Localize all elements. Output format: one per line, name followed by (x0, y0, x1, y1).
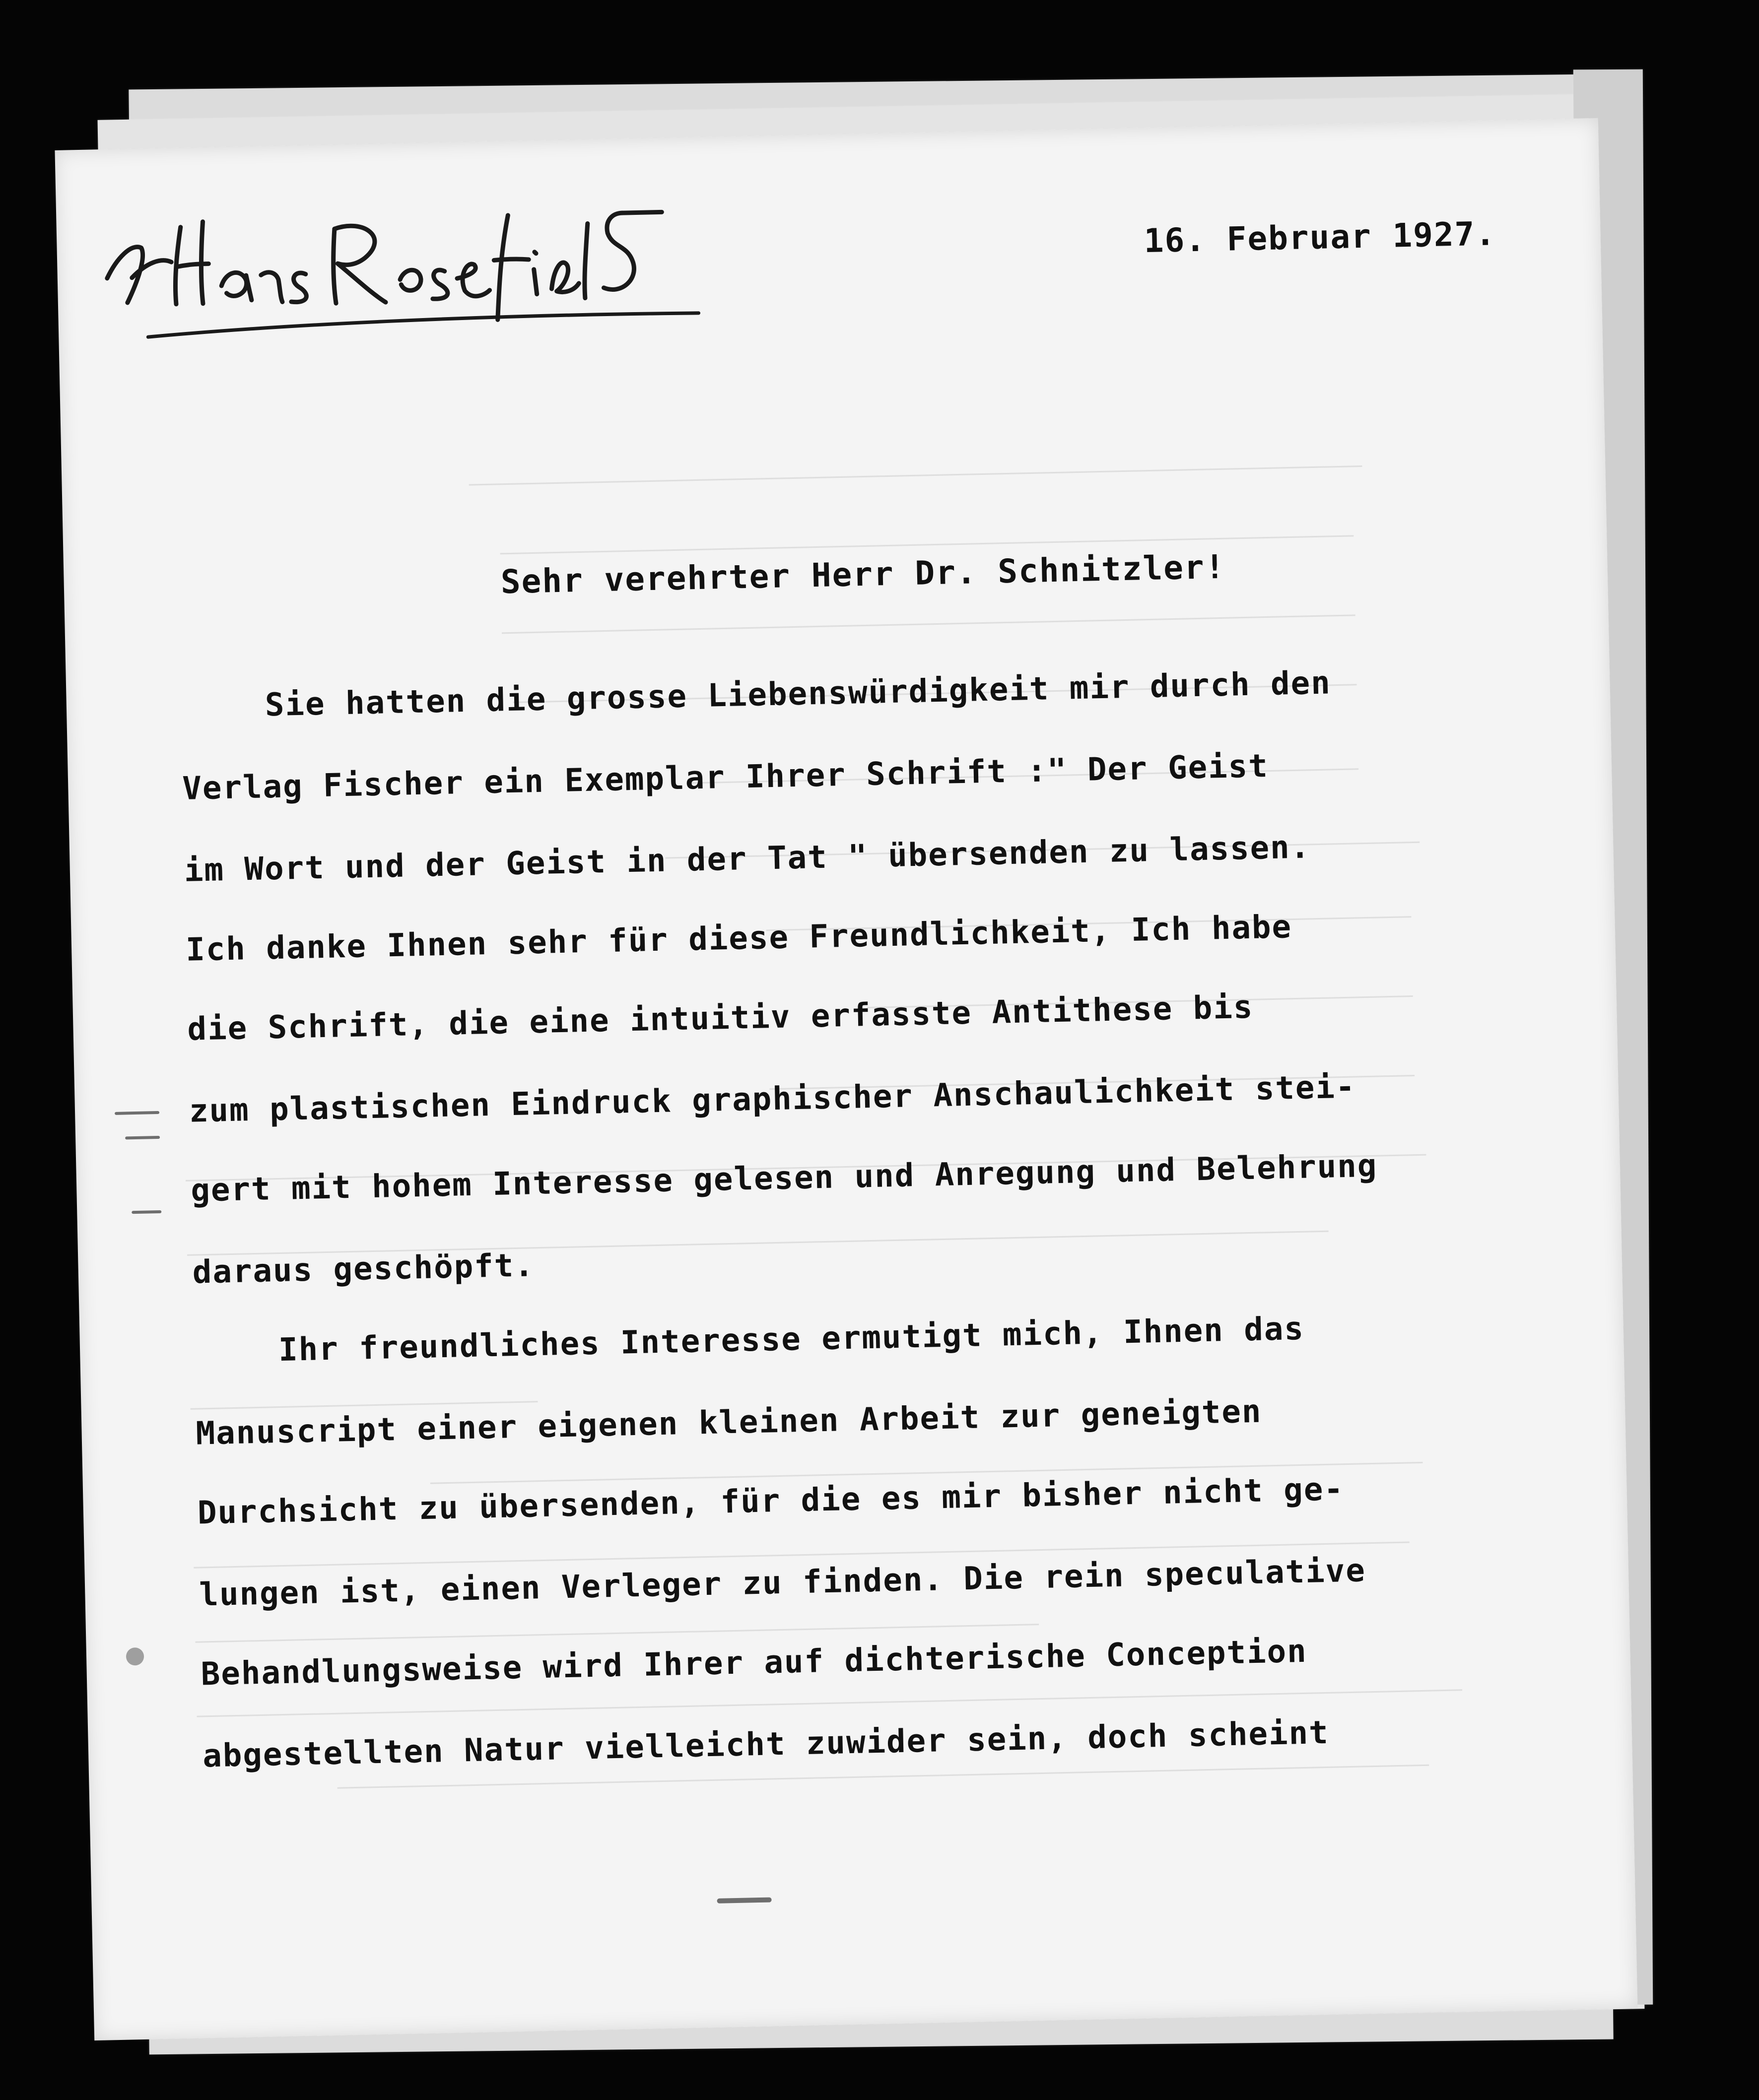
scan-mark (115, 1111, 159, 1115)
letter-line: im Wort und der Geist in der Tat " übersenden zu lassen. (184, 829, 1311, 889)
letter-page (55, 118, 1637, 2040)
handwritten-signature (86, 192, 704, 343)
letter-line: lungen ist, einen Verleger zu finden. Die rein speculative (199, 1552, 1366, 1614)
letter-line: daraus geschöpft. (192, 1247, 535, 1291)
letter-line: Behandlungsweise wird Ihrer auf dichterische Conception (201, 1633, 1308, 1693)
letter-line: Ihr freundliches Interesse ermutigt mich, Ihnen das (278, 1310, 1305, 1369)
scan-mark (717, 1898, 772, 1903)
bleed-through-line (500, 535, 1354, 554)
scan-mark (125, 1136, 160, 1139)
letter-line: Durchsicht zu übersenden, für die es mir bisher nicht ge- (197, 1471, 1345, 1532)
bleed-through-line (195, 1624, 1039, 1643)
letter-salutation: Sehr verehrter Herr Dr. Schnitzler! (500, 547, 1226, 601)
bleed-through-line (502, 614, 1355, 634)
bleed-through-line (197, 1689, 1463, 1717)
letter-line: Verlag Fischer ein Exemplar Ihrer Schrift :" Der Geist (182, 748, 1269, 807)
scan-mark (132, 1210, 161, 1214)
bleed-through-line (191, 1401, 538, 1410)
scan-mark (126, 1647, 144, 1666)
letter-line: zum plastischen Eindruck graphischer Anschaulichkeit stei- (189, 1068, 1356, 1130)
letter-line: abgestellten Natur vielleicht zuwider sein, doch scheint (202, 1714, 1330, 1775)
letter-line: Sie hatten die grosse Liebenswürdigkeit mir durch den (265, 664, 1332, 724)
letter-line: Ich danke Ihnen sehr für diese Freundlichkeit, Ich habe (185, 909, 1292, 969)
letter-date: 16. Februar 1927. (1143, 214, 1496, 261)
letter-line: gert mit hohem Interesse gelesen und Anregung und Belehrung (190, 1147, 1378, 1209)
bleed-through-line (469, 465, 1362, 486)
letter-line: Manuscript einer eigenen kleinen Arbeit zur geneigten (195, 1393, 1263, 1452)
letter-line: die Schrift, die eine intuitiv erfasste Antithese bis (187, 988, 1254, 1048)
